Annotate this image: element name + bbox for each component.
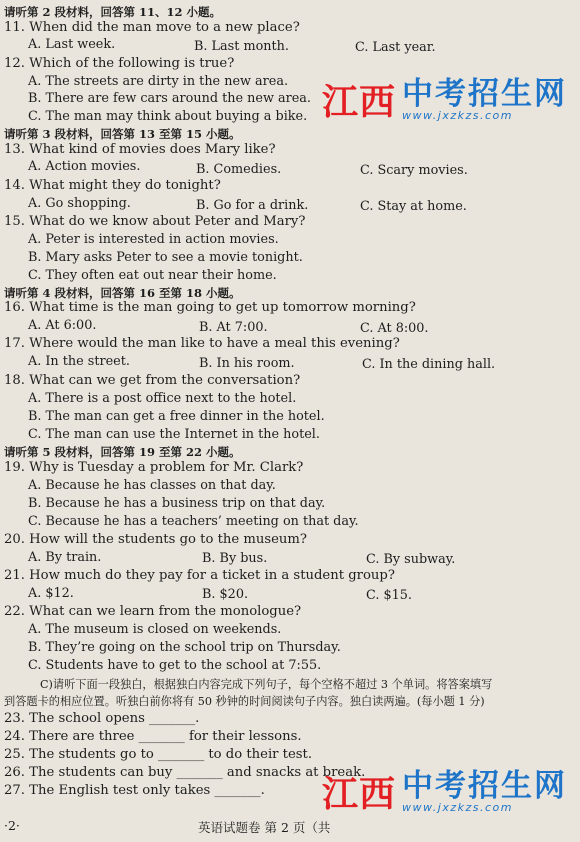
answer-option: B. At 7:00. <box>199 320 268 335</box>
answer-option: A. In the street. <box>28 354 130 369</box>
answer-option: B. $20. <box>202 587 249 602</box>
answer-option: C. They often eat out near their home. <box>28 268 277 283</box>
question-text: 14. What might they do tonight? <box>4 178 221 193</box>
answer-option: A. Go shopping. <box>28 196 131 211</box>
question-text: 23. The school opens _______. <box>4 711 200 726</box>
question-text: 22. What can we learn from the monologue? <box>4 604 302 619</box>
question-text: 15. What do we know about Peter and Mary? <box>4 214 306 229</box>
answer-option: B. Go for a drink. <box>196 198 309 213</box>
watermark-url: www.jxzkzs.com <box>402 801 514 814</box>
question-text: 25. The students go to _______ to do their test. <box>4 747 313 762</box>
question-text: 11. When did the man move to a new place? <box>4 20 300 35</box>
answer-option: B. In his room. <box>199 356 295 371</box>
question-text: 26. The students can buy _______ and snacks at break. <box>4 765 366 780</box>
section-heading: 请听第 3 段材料，回答第 13 至第 15 小题。 <box>4 127 241 141</box>
answer-option: B. Because he has a business trip on that day. <box>28 496 326 511</box>
answer-option: A. At 6:00. <box>28 318 97 333</box>
answer-option: C. Last year. <box>355 40 436 55</box>
answer-option: B. Mary asks Peter to see a movie tonight. <box>28 250 303 265</box>
watermark-brand: 江西 <box>322 82 397 123</box>
answer-option: B. Comedies. <box>196 162 282 177</box>
question-text: 21. How much do they pay for a ticket in a student group? <box>4 568 395 583</box>
question-text: 13. What kind of movies does Mary like? <box>4 142 276 157</box>
answer-option: B. They’re going on the school trip on Thursday. <box>28 640 341 655</box>
answer-option: C. Because he has a teachers’ meeting on that day. <box>28 514 359 529</box>
site-watermark-logo <box>322 78 567 122</box>
answer-option: B. The man can get a free dinner in the hotel. <box>28 409 325 424</box>
answer-option: C. In the dining hall. <box>362 357 496 372</box>
answer-option: A. Action movies. <box>28 159 141 174</box>
watermark-site-name: 中考招生网 <box>402 76 568 112</box>
question-text: 12. Which of the following is true? <box>4 56 235 71</box>
watermark-url: www.jxzkzs.com <box>402 109 514 122</box>
answer-option: B. Last month. <box>194 39 289 54</box>
question-text: 20. How will the students go to the museum? <box>4 532 307 547</box>
answer-option: C. By subway. <box>366 552 456 567</box>
question-text: 17. Where would the man like to have a meal this evening? <box>4 336 400 351</box>
footer-title: 英语试题卷 第 2 页（共 <box>198 820 331 835</box>
question-text: 16. What time is the man going to get up tomorrow morning? <box>4 300 416 315</box>
answer-option: A. The streets are dirty in the new area. <box>28 74 289 89</box>
answer-option: C. At 8:00. <box>360 321 429 336</box>
answer-option: C. Stay at home. <box>360 199 467 214</box>
watermark-site-name: 中考招生网 <box>402 768 568 804</box>
question-text: 24. There are three _______ for their lessons. <box>4 729 302 744</box>
question-text: 18. What can we get from the conversation? <box>4 373 301 388</box>
watermark-brand: 江西 <box>322 774 397 815</box>
answer-option: A. There is a post office next to the hotel. <box>28 391 297 406</box>
answer-option: C. The man may think about buying a bike. <box>28 109 308 124</box>
answer-option: A. By train. <box>28 550 102 565</box>
question-text: 27. The English test only takes _______. <box>4 783 265 798</box>
answer-option: A. Peter is interested in action movies. <box>28 232 279 247</box>
answer-option: B. There are few cars around the new area. <box>28 91 311 106</box>
instruction-text: C)请听下面一段独白，根据独白内容完成下列句子，每个空格不超过 3 个单词。将答案填写 <box>40 678 493 691</box>
page-number: ·2· <box>4 818 20 833</box>
answer-option: A. $12. <box>28 586 74 601</box>
answer-option: B. By bus. <box>202 551 268 566</box>
answer-option: A. Because he has classes on that day. <box>28 478 276 493</box>
answer-option: C. $15. <box>366 588 412 603</box>
section-heading: 请听第 5 段材料，回答第 19 至第 22 小题。 <box>4 445 241 459</box>
answer-option: C. Scary movies. <box>360 163 468 178</box>
section-heading: 请听第 2 段材料，回答第 11、12 小题。 <box>4 5 222 19</box>
answer-option: C. Students have to get to the school at 7:55. <box>28 658 322 673</box>
instruction-text: 到答题卡的相应位置。听独白前你将有 50 秒钟的时间阅读句子内容。独白读两遍。(每小题 1 分) <box>4 695 485 708</box>
section-heading: 请听第 4 段材料，回答第 16 至第 18 小题。 <box>4 286 241 300</box>
answer-option: A. The museum is closed on weekends. <box>28 622 282 637</box>
site-watermark-logo <box>322 770 567 814</box>
question-text: 19. Why is Tuesday a problem for Mr. Clark? <box>4 460 304 475</box>
answer-option: C. The man can use the Internet in the hotel. <box>28 427 320 442</box>
answer-option: A. Last week. <box>28 37 116 52</box>
